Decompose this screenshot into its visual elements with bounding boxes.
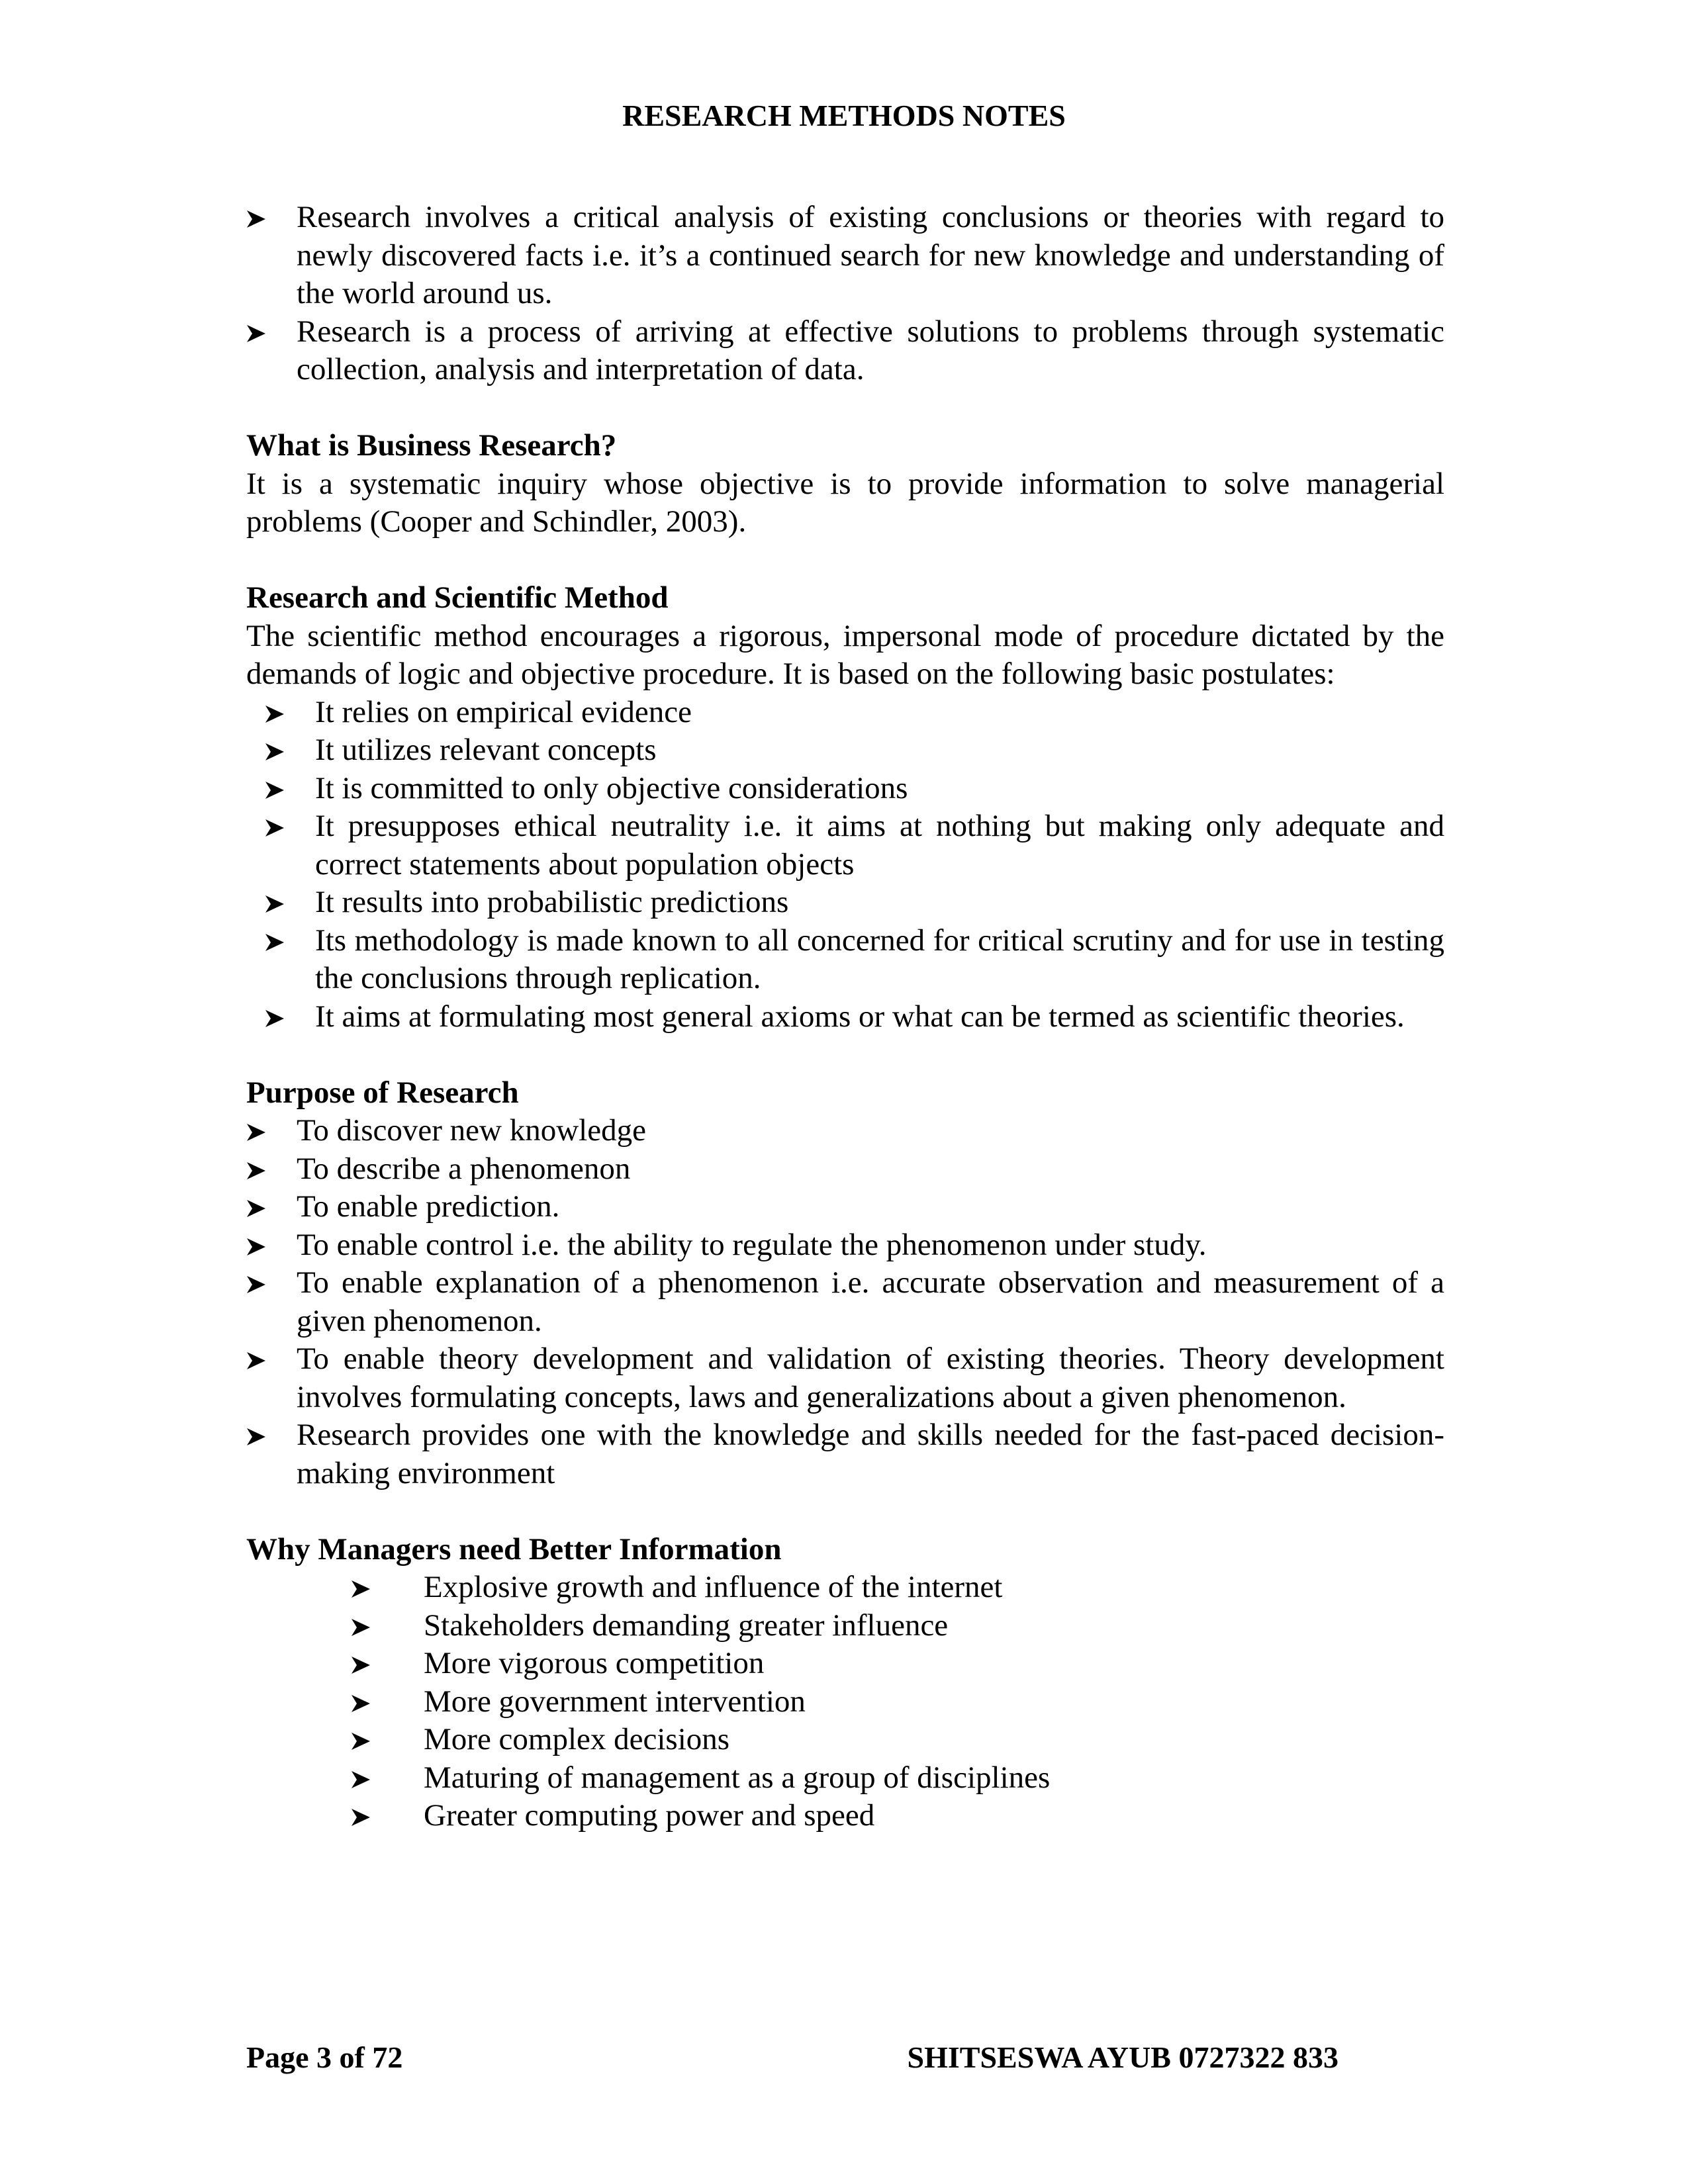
arrow-bullet-icon [351,1645,371,1675]
list-item: To describe a phenomenon [246,1150,1444,1189]
list-item: Research involves a critical analysis of existing conclusions or theories with regard to newly discovered facts i.e. it’s a continued search for new knowledge and understanding of the world around us. [246,199,1444,313]
arrow-bullet-icon [351,1683,371,1713]
list-item: It aims at formulating most general axioms or what can be termed as scientific theories. [246,998,1444,1036]
list-item: Greater computing power and speed [246,1797,1444,1835]
list-item: Explosive growth and influence of the internet [246,1569,1444,1607]
arrow-bullet-icon [246,1188,266,1218]
arrow-bullet-icon [265,731,285,762]
arrow-bullet-icon [246,1150,266,1181]
arrow-bullet-icon [265,770,285,800]
list-item: To discover new knowledge [246,1112,1444,1150]
arrow-bullet-icon [246,199,266,229]
list-item: It presupposes ethical neutrality i.e. it aims at nothing but making only adequate and correct statements about population objects [246,807,1444,884]
list-item: It relies on empirical evidence [246,694,1444,732]
arrow-bullet-icon [351,1797,371,1827]
business-research-text: It is a systematic inquiry whose objective is to provide information to solve managerial problems (Cooper and Schindler, 2003). [246,466,1444,539]
list-item: To enable prediction. [246,1188,1444,1226]
author-contact: SHITSESWA AYUB 0727322 833 [907,2040,1338,2074]
document-title: RESEARCH METHODS NOTES [622,99,1066,132]
list-item: It is committed to only objective considerations [246,770,1444,808]
list-item: It results into probabilistic predictions [246,884,1444,922]
arrow-bullet-icon [246,1226,266,1257]
arrow-bullet-icon [246,313,266,343]
list-item: Stakeholders demanding greater influence [246,1607,1444,1645]
list-item: To enable explanation of a phenomenon i.e. accurate observation and measurement of a given phenomenon. [246,1264,1444,1340]
list-item: To enable theory development and validation of existing theories. Theory development involves formulating concepts, laws and generalizations about a given phenomenon. [246,1340,1444,1416]
arrow-bullet-icon [351,1759,371,1790]
arrow-bullet-icon [265,884,285,914]
arrow-bullet-icon [265,694,285,724]
document-body [246,199,1444,1835]
list-item: To enable control i.e. the ability to regulate the phenomenon under study. [246,1226,1444,1265]
purpose-bullet-list [246,1112,1444,1492]
arrow-bullet-icon [351,1569,371,1599]
page-number: Page 3 of 72 [246,2040,403,2074]
section-heading-managers: Why Managers need Better Information [246,1531,782,1567]
section-heading-scientific-method: Research and Scientific Method [246,580,669,615]
section-heading-purpose: Purpose of Research [246,1075,519,1110]
list-item: More complex decisions [246,1721,1444,1759]
arrow-bullet-icon [265,998,285,1028]
section-heading-business-research: What is Business Research? [246,428,617,463]
scientific-method-bullet-list [246,694,1444,1036]
arrow-bullet-icon [265,922,285,952]
arrow-bullet-icon [265,807,285,838]
list-item: Research is a process of arriving at effective solutions to problems through systematic collection, analysis and interpretation of data. [246,313,1444,389]
list-item: Research provides one with the knowledge and skills needed for the fast-paced decision-making environment [246,1416,1444,1492]
scientific-method-text: The scientific method encourages a rigorous, impersonal mode of procedure dictated by the demands of logic and objective procedure. It is based on the following basic postulates: [246,618,1444,691]
list-item: More vigorous competition [246,1645,1444,1683]
list-item: Its methodology is made known to all concerned for critical scrutiny and for use in testing the conclusions through replication. [246,922,1444,998]
arrow-bullet-icon [246,1264,266,1295]
intro-bullet-list [246,199,1444,389]
list-item: More government intervention [246,1683,1444,1721]
arrow-bullet-icon [246,1112,266,1142]
arrow-bullet-icon [351,1607,371,1637]
arrow-bullet-icon [246,1416,266,1447]
arrow-bullet-icon [351,1721,371,1751]
managers-bullet-list [246,1569,1444,1835]
arrow-bullet-icon [246,1340,266,1371]
list-item: Maturing of management as a group of disciplines [246,1759,1444,1797]
list-item: It utilizes relevant concepts [246,731,1444,770]
